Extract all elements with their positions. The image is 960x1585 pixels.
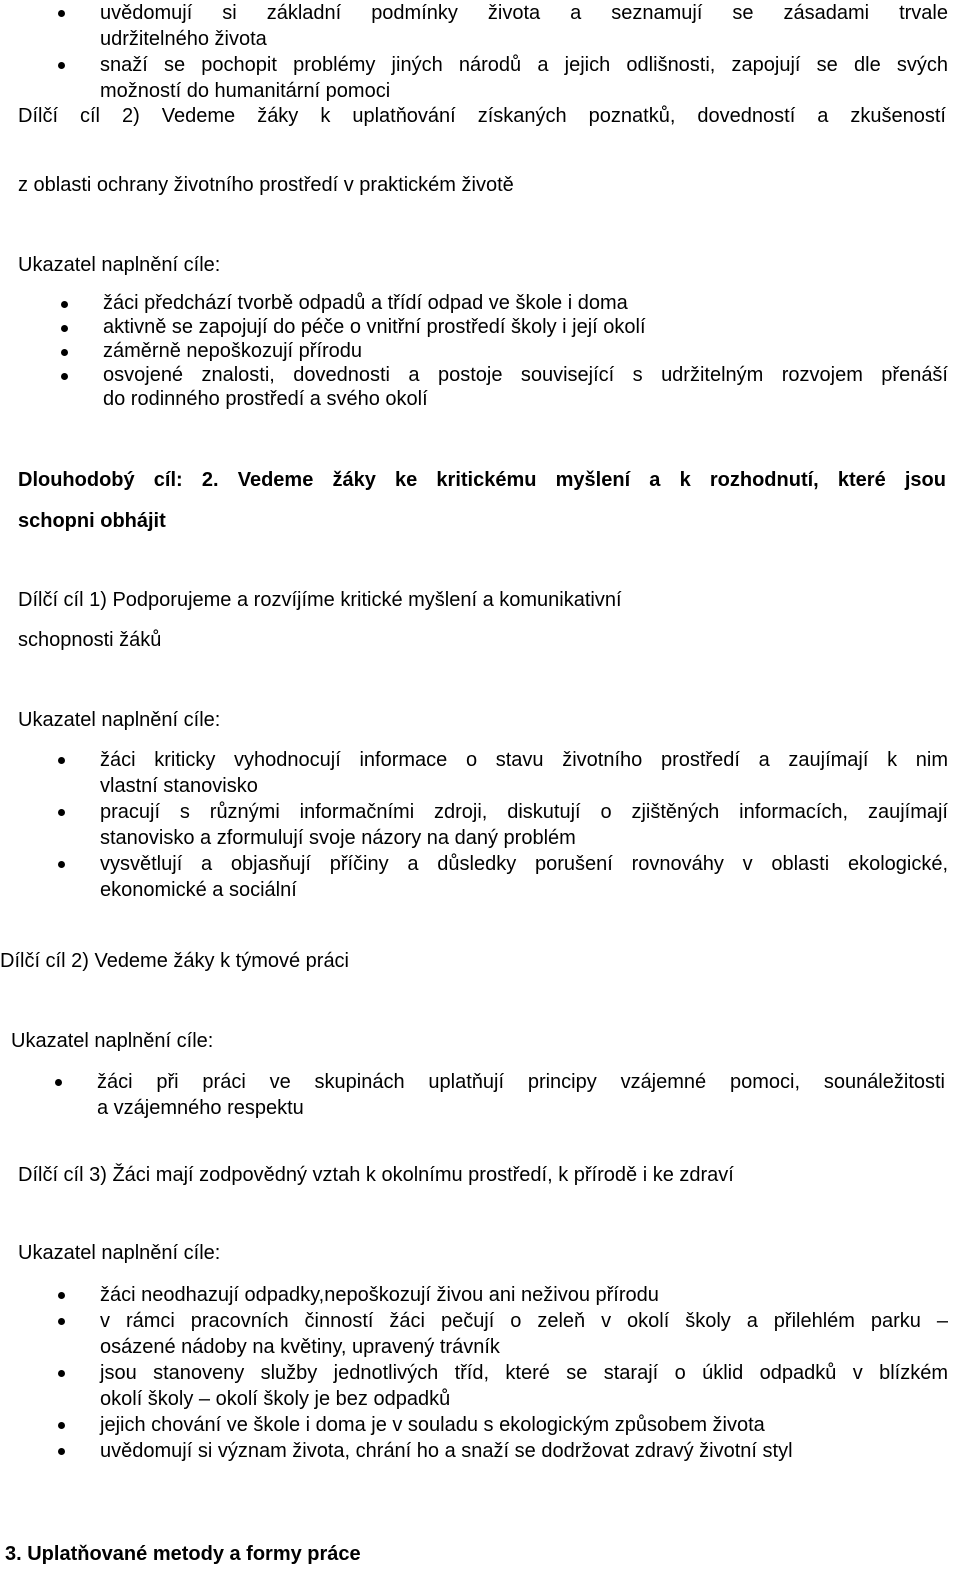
bullet-list-sustainability	[100, 0, 948, 104]
list-item-line: žáci neodhazují odpadky,nepoškozují živou ani neživou přírodu	[100, 1284, 659, 1306]
indicator-label: Ukazatel naplnění cíle:	[18, 254, 221, 276]
list-item	[100, 1360, 948, 1412]
subgoal-heading: Dílčí cíl 2) Vedeme žáky k týmové práci	[0, 950, 350, 972]
list-item-line: osázené nádoby na květiny, upravený trávník	[100, 1336, 500, 1358]
list-item-line: udržitelného života	[100, 28, 267, 50]
subgoal-heading: Dílčí cíl 2) Vedeme žáky k uplatňování získaných poznatků, dovedností a zkušeností	[18, 105, 946, 127]
list-item	[100, 799, 948, 851]
list-item-line: uvědomují si význam života, chrání ho a snaží se dodržovat zdravý životní styl	[100, 1440, 793, 1462]
list-item-line: žáci předchází tvorbě odpadů a třídí odpad ve škole i doma	[103, 292, 628, 314]
list-item-line: snaží se pochopit problémy jiných národů a jejich odlišnosti, zapojují se dle svých	[100, 54, 948, 76]
subgoal-heading: Dílčí cíl 1) Podporujeme a rozvíjíme kritické myšlení a komunikativní	[18, 589, 622, 611]
list-item	[103, 315, 948, 339]
list-item-line: stanovisko a zformulují svoje názory na daný problém	[100, 827, 576, 849]
list-item-line: vysvětlují a objasňují příčiny a důsledky porušení rovnováhy v oblasti ekologické,	[100, 853, 948, 875]
list-item	[103, 363, 948, 411]
bullet-list-environment	[100, 1282, 948, 1464]
list-item-line: v rámci pracovních činností žáci pečují o zeleň v okolí školy a přilehlém parku –	[100, 1310, 948, 1332]
subgoal-heading-continued: z oblasti ochrany životního prostředí v praktickém životě	[18, 174, 514, 196]
list-item-line: jsou stanoveny služby jednotlivých tříd, které se starají o úklid odpadků v blízkém	[100, 1362, 948, 1384]
bullet-list-teamwork	[97, 1069, 945, 1121]
bullet-list-critical-thinking	[100, 747, 948, 903]
indicator-label: Ukazatel naplnění cíle:	[11, 1030, 214, 1052]
indicator-label: Ukazatel naplnění cíle:	[18, 1242, 221, 1264]
longterm-goal-heading-continued: schopni obhájit	[18, 510, 166, 532]
list-item-line: žáci kriticky vyhodnocují informace o stavu životního prostředí a zaujímají k nim	[100, 749, 948, 771]
list-item-line: ekonomické a sociální	[100, 879, 297, 901]
list-item-line: osvojené znalosti, dovednosti a postoje související s udržitelným rozvojem přenáší	[103, 364, 948, 386]
list-item	[100, 1308, 948, 1360]
list-item	[103, 291, 948, 315]
list-item	[100, 0, 948, 52]
list-item-line: vlastní stanovisko	[100, 775, 258, 797]
list-item	[97, 1069, 945, 1121]
list-item	[100, 747, 948, 799]
longterm-goal-heading: Dlouhodobý cíl: 2. Vedeme žáky ke kritickému myšlení a k rozhodnutí, které jsou	[18, 469, 946, 491]
list-item-line: a vzájemného respektu	[97, 1097, 304, 1119]
section-heading: 3. Uplatňované metody a formy práce	[5, 1543, 361, 1565]
list-item-line: možností do humanitární pomoci	[100, 80, 391, 102]
list-item-line: uvědomují si základní podmínky života a seznamují se zásadami trvale	[100, 2, 948, 24]
list-item-line: záměrně nepoškozují přírodu	[103, 340, 363, 362]
list-item-line: aktivně se zapojují do péče o vnitřní prostředí školy i její okolí	[103, 316, 646, 338]
indicator-label: Ukazatel naplnění cíle:	[18, 709, 221, 731]
bullet-list-indicators	[103, 291, 948, 411]
list-item	[100, 1282, 948, 1308]
list-item-line: pracují s různými informačními zdroji, diskutují o zjištěných informacích, zaujímají	[100, 801, 948, 823]
list-item	[100, 52, 948, 104]
subgoal-heading-continued: schopnosti žáků	[18, 629, 162, 651]
subgoal-heading: Dílčí cíl 3) Žáci mají zodpovědný vztah k okolnímu prostředí, k přírodě i ke zdraví	[18, 1164, 734, 1186]
list-item-line: žáci při práci ve skupinách uplatňují principy vzájemné pomoci, sounáležitosti	[97, 1071, 945, 1093]
list-item	[100, 1438, 948, 1464]
list-item	[100, 1412, 948, 1438]
list-item	[100, 851, 948, 903]
list-item-line: okolí školy – okolí školy je bez odpadků	[100, 1388, 451, 1410]
list-item	[103, 339, 948, 363]
list-item-line: do rodinného prostředí a svého okolí	[103, 388, 428, 410]
list-item-line: jejich chování ve škole i doma je v souladu s ekologickým způsobem života	[100, 1414, 765, 1436]
